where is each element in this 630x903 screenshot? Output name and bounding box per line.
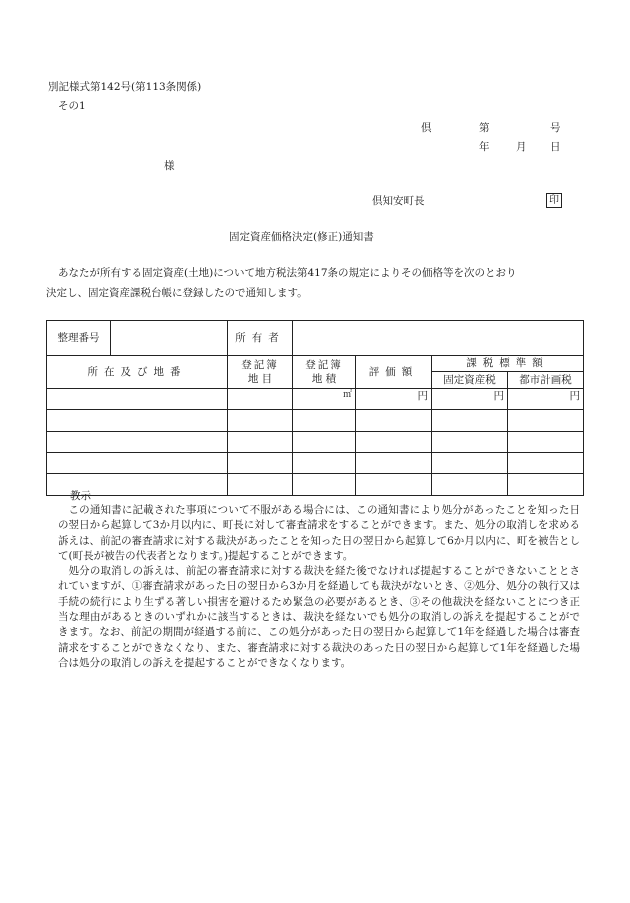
fixed-asset-tax-cell [432,453,508,474]
date-day: 日 [550,141,561,153]
city-planning-tax-cell [508,453,584,474]
city-planning-tax-cell [508,432,584,453]
form-number: 別記様式第142号(第113条関係) [48,81,202,93]
seal-label: 印 [546,193,562,208]
category-cell [228,453,293,474]
tax-base-label: 課税標準額 [432,356,584,372]
owner-value [293,321,584,356]
fixed-asset-tax-label: 固定資産税 [432,372,508,389]
area-cell [293,410,356,432]
valuation-cell [356,474,432,496]
area-cell [293,432,356,453]
number-dai: 第 [479,122,490,134]
owner-label: 所有者 [228,321,293,356]
valuation-cell [356,432,432,453]
valuation-unit: 円 [356,389,432,410]
location-cell [47,389,228,410]
city-planning-tax-unit: 円 [508,389,584,410]
date-year: 年 [479,141,490,153]
notice-heading: 教示 [70,490,91,502]
table-row-header-1 [47,321,584,356]
valuation-cell [356,410,432,432]
registered-area-label: 登記簿 地 積 [293,356,356,389]
location-label: 所在及び地番 [47,356,228,389]
valuation-cell [356,453,432,474]
category-cell [228,432,293,453]
valuation-label: 評価額 [356,356,432,389]
city-planning-tax-cell [508,410,584,432]
issuer-name: 倶知安町長 [372,195,425,207]
notice-paragraph-1: この通知書に記載された事項について不服がある場合には、この通知書により処分があったことを知った日の翌日から起算して3か月以内に、町長に対して審査請求をすることができます。また、処分の取消しを求める訴えは、前記の審査請求に対する裁決があったことを知った日の翌日から起算して6か月以内に、町を被告として(町長が被告の代表者となります。)提起することができます。 [58,504,580,562]
land-register-table [46,320,584,496]
seal-mark [546,193,562,208]
area-unit: ㎡ [293,389,356,410]
category-cell [228,474,293,496]
number-kanji: 倶 [421,122,432,134]
fixed-asset-tax-cell [432,474,508,496]
table-row-header-2 [47,356,584,372]
area-cell [293,474,356,496]
location-cell [47,410,228,432]
fixed-asset-tax-cell [432,410,508,432]
table-row [47,453,584,474]
document-title: 固定資産価格決定(修正)通知書 [229,231,374,243]
intro-line-2: 決定し、固定資産課税台帳に登録したので通知します。 [46,287,308,299]
intro-line-1: あなたが所有する固定資産(土地)について地方税法第417条の規定によりその価格等を次のとおり [58,267,517,279]
reg-no-value [111,321,228,356]
fixed-asset-tax-cell [432,432,508,453]
date-month: 月 [516,141,527,153]
registered-category-label: 登記簿 地 目 [228,356,293,389]
category-cell [228,410,293,432]
location-cell [47,432,228,453]
city-planning-tax-label: 都市計画税 [508,372,584,389]
table-row [47,432,584,453]
form-sub-number: その1 [58,100,86,112]
fixed-asset-tax-unit: 円 [432,389,508,410]
location-cell [47,453,228,474]
table-row [47,474,584,496]
number-go: 号 [550,122,561,134]
area-cell [293,453,356,474]
table-row [47,410,584,432]
addressee-sama: 様 [164,160,175,172]
reg-no-label: 整理番号 [47,321,111,356]
notice-paragraph-2: 処分の取消しの訴えは、前記の審査請求に対する裁決を経た後でなければ提起することができないこととされていますが、①審査請求があった日の翌日から3か月を経過しても裁決がないとき、②処分、処分の執行又は手続の続行により生ずる著しい損害を避けるため緊急の必要があるとき、③その他裁決を経ないことにつき正当な理由があるときのいずれかに該当するときは、裁決を経ないでも処分の取消しの訴えを提起することができます。なお、前記の期間が経過する前に、この処分があった日の翌日から起算して1年を経過した場合は審査請求をすることができなくなり、また、審査請求に対する裁決のあった日の翌日から起算して1年を経過した場合は処分の取消しの訴えを提起することができなくなります。 [58,565,580,669]
city-planning-tax-cell [508,474,584,496]
category-cell [228,389,293,410]
notice-body [58,503,580,671]
table-row [47,389,584,410]
